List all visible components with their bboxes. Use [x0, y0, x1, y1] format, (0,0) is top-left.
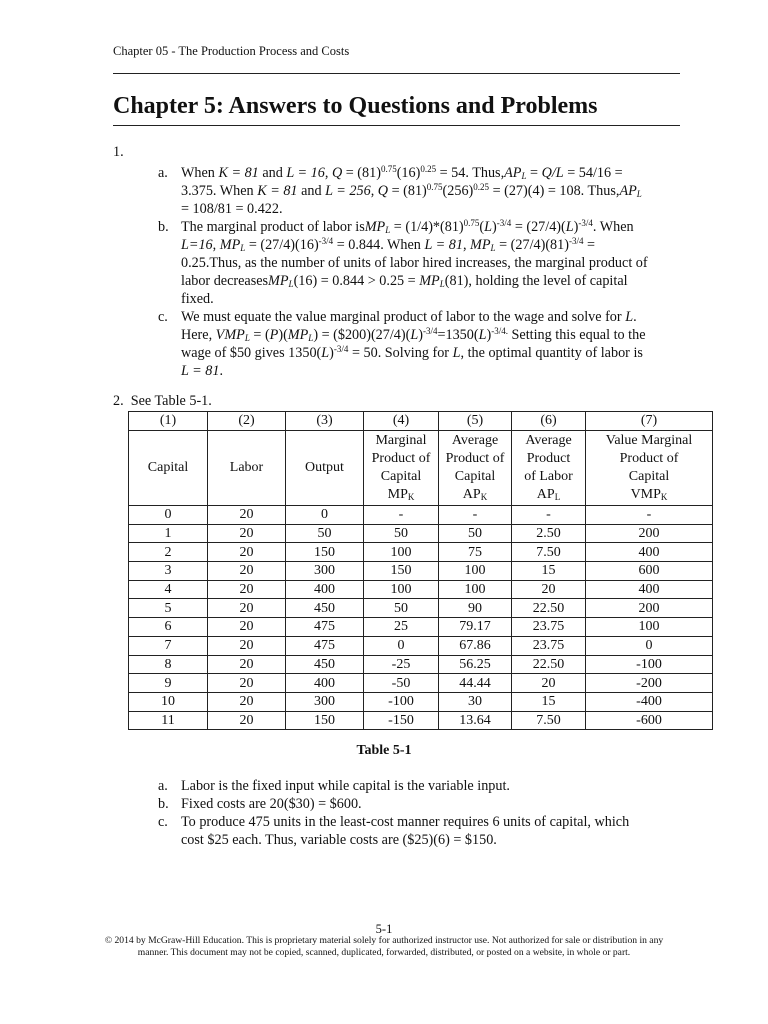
table-cell: 20 — [208, 506, 286, 525]
text-line: = 108/81 = 0.422. — [181, 201, 283, 217]
table-cell: 7.50 — [512, 543, 586, 562]
table-cell: -100 — [586, 655, 713, 674]
running-header: Chapter 05 - The Production Process and Costs — [113, 44, 350, 58]
table-cell: 1 — [129, 524, 208, 543]
table-cell: 100 — [586, 618, 713, 637]
column-header: Average Product of Labor $AP_L$ — [512, 431, 586, 506]
table-cell: 2 — [129, 543, 208, 562]
table-row — [129, 692, 713, 711]
table-cell: 9 — [129, 674, 208, 693]
table-cell: -600 — [586, 711, 713, 730]
table-cell: 7 — [129, 636, 208, 655]
table-cell: -400 — [586, 692, 713, 711]
column-header: Value Marginal Product of Capital $VMP_K$ — [586, 431, 713, 506]
table-cell: 100 — [439, 562, 512, 581]
table-cell: 56.25 — [439, 655, 512, 674]
table-caption: Table 5-1 — [356, 743, 412, 758]
table-cell: 400 — [586, 580, 713, 599]
table-5-1 — [128, 411, 713, 730]
table-cell: 15 — [512, 562, 586, 581]
question-1-item-c — [113, 308, 683, 380]
table-cell: 200 — [586, 524, 713, 543]
table-cell: - — [364, 506, 439, 525]
text-line: 0.25.Thus, as the number of units of labor hired increases, the marginal product of — [181, 255, 648, 271]
text-line: labor decreasesMP$_L$(16) = $0.844 > 0.25 = MP_L(81)$, holding the level of capital — [181, 273, 628, 289]
table-cell: 20 — [208, 599, 286, 618]
question-1 — [113, 143, 683, 380]
table-cell: 15 — [512, 692, 586, 711]
table-row — [129, 655, 713, 674]
column-number: (5) — [439, 412, 512, 431]
table-cell: 44.44 — [439, 674, 512, 693]
text-line: 3.375. When K = 81 and L = 256, $Q = (81)^{0.75}(256)^{0.25} = (27)(4) = 108$. $Thus,AP_L$ — [181, 182, 642, 199]
table-cell: - — [439, 506, 512, 525]
table-cell: 20 — [208, 618, 286, 637]
column-label-row — [129, 431, 713, 506]
question-2-item-b — [113, 795, 683, 813]
table-cell: 20 — [512, 580, 586, 599]
table-cell: 50 — [364, 599, 439, 618]
table-cell: 20 — [512, 674, 586, 693]
table-row — [129, 711, 713, 730]
question-1-item-b — [113, 218, 683, 308]
table-cell: 450 — [286, 599, 364, 618]
table-cell: 150 — [286, 543, 364, 562]
question-2-heading: 2. See Table 5-1. — [113, 393, 212, 409]
text-line: The marginal product of labor isMP$_L$ = $(1/4)*(81)^{0.75}(L)^{-3/4} = (27/4)(L)^{-3/4}$. When — [181, 218, 634, 235]
table-cell: 10 — [129, 692, 208, 711]
table-cell: 20 — [208, 580, 286, 599]
table-cell: 75 — [439, 543, 512, 562]
item-letter: c. — [158, 814, 168, 830]
table-cell: 150 — [364, 562, 439, 581]
table-cell: 90 — [439, 599, 512, 618]
text-line: To produce 475 units in the least-cost manner requires 6 units of capital, which — [181, 814, 630, 830]
table-cell: 7.50 — [512, 711, 586, 730]
column-number: (4) — [364, 412, 439, 431]
chapter-title: Chapter 5: Answers to Questions and Problems — [113, 93, 598, 119]
table-cell: 67.86 — [439, 636, 512, 655]
item-letter: a. — [158, 165, 168, 181]
column-header: Capital — [129, 431, 208, 506]
table-cell: -25 — [364, 655, 439, 674]
question-1-item-a — [113, 164, 683, 218]
table-cell: 600 — [586, 562, 713, 581]
table-row — [129, 562, 713, 581]
page-number: 5-1 — [375, 922, 393, 936]
table-row — [129, 599, 713, 618]
table-cell: - — [586, 506, 713, 525]
column-header: Labor — [208, 431, 286, 506]
text-line: wage of $50 gives $1350(L)^{-3/4} = 50$. Solving for L, the optimal quantity of labor is — [181, 344, 643, 361]
table-cell: 11 — [129, 711, 208, 730]
column-header: Marginal Product of Capital $MP_K$ — [364, 431, 439, 506]
table-cell: 20 — [208, 543, 286, 562]
table-cell: 0 — [586, 636, 713, 655]
column-number: (6) — [512, 412, 586, 431]
table-cell: 20 — [208, 636, 286, 655]
copyright-notice: © 2014 by McGraw-Hill Education. This is proprietary material solely for authorized instructor use. Not authorized for sale or distribution in any manner. This document may not be copied, scanned, duplicated, forwarded, distributed, or posted on a website, in whole or part. — [104, 935, 664, 958]
table-cell: 0 — [364, 636, 439, 655]
table-cell: 20 — [208, 711, 286, 730]
table-cell: 23.75 — [512, 618, 586, 637]
text-line: L=16, $MP_L = (27/4)(16)^{-3/4} = 0.844$. When L = 81, $MP_L = (27/4)(81)^{-3/4}$ = — [181, 236, 596, 253]
column-number-row — [129, 412, 713, 431]
table-cell: 100 — [439, 580, 512, 599]
table-cell: 22.50 — [512, 599, 586, 618]
table-cell: 5 — [129, 599, 208, 618]
question-2-item-c — [113, 813, 683, 849]
table-cell: 2.50 — [512, 524, 586, 543]
table-cell: 400 — [586, 543, 713, 562]
table-cell: 20 — [208, 655, 286, 674]
item-letter: b. — [158, 219, 169, 235]
table-row — [129, 524, 713, 543]
column-number: (2) — [208, 412, 286, 431]
text-line: Labor is the fixed input while capital is the variable input. — [181, 778, 510, 794]
item-letter: b. — [158, 796, 169, 812]
text-line: We must equate the value marginal product of labor to the wage and solve for L. — [181, 309, 637, 325]
table-cell: 20 — [208, 524, 286, 543]
table-cell: -50 — [364, 674, 439, 693]
table-cell: 30 — [439, 692, 512, 711]
column-number: (7) — [586, 412, 713, 431]
table-row — [129, 674, 713, 693]
table-cell: 475 — [286, 636, 364, 655]
table-cell: 3 — [129, 562, 208, 581]
table-cell: 200 — [586, 599, 713, 618]
column-header: Output — [286, 431, 364, 506]
table-cell: 79.17 — [439, 618, 512, 637]
table-row — [129, 580, 713, 599]
table-cell: 450 — [286, 655, 364, 674]
table-cell: 13.64 — [439, 711, 512, 730]
table-cell: - — [512, 506, 586, 525]
table-cell: 300 — [286, 692, 364, 711]
table-cell: 400 — [286, 674, 364, 693]
table-cell: 23.75 — [512, 636, 586, 655]
item-letter: a. — [158, 778, 168, 794]
table-cell: 25 — [364, 618, 439, 637]
table-cell: -200 — [586, 674, 713, 693]
table-body — [129, 506, 713, 730]
item-letter: c. — [158, 309, 168, 325]
table-cell: -100 — [364, 692, 439, 711]
table-cell: 100 — [364, 580, 439, 599]
table-cell: 150 — [286, 711, 364, 730]
table-cell: 400 — [286, 580, 364, 599]
table-row — [129, 636, 713, 655]
table-cell: 50 — [364, 524, 439, 543]
table-cell: 20 — [208, 562, 286, 581]
table-cell: 475 — [286, 618, 364, 637]
table-cell: 6 — [129, 618, 208, 637]
table-cell: 300 — [286, 562, 364, 581]
table-cell: 100 — [364, 543, 439, 562]
header-rule — [113, 73, 680, 74]
table-cell: 0 — [286, 506, 364, 525]
text-line: When K = 81 and L = 16, $Q = (81)^{0.75}(16)^{0.25} = 54$. $Thus,AP_L = Q/L = 54/16$ = — [181, 164, 623, 181]
table-row — [129, 543, 713, 562]
question-2-item-a — [113, 777, 683, 795]
text-line: Here, $VMP_L = (P)(MP_L)$ = $(\$200)(27/4)(L)^{-3/4}=1350(L)^{-3/4.}$ Setting this equal to the — [181, 326, 646, 343]
table-cell: 20 — [208, 674, 286, 693]
table-row — [129, 618, 713, 637]
table-cell: 50 — [286, 524, 364, 543]
table-cell: 50 — [439, 524, 512, 543]
column-header: Average Product of Capital $AP_K$ — [439, 431, 512, 506]
table-cell: 4 — [129, 580, 208, 599]
question-2-items — [113, 777, 683, 849]
table-cell: 8 — [129, 655, 208, 674]
text-line: Fixed costs are 20($30) = $600. — [181, 796, 362, 812]
table-row — [129, 506, 713, 525]
column-number: (3) — [286, 412, 364, 431]
table-cell: -150 — [364, 711, 439, 730]
question-1-number: 1. — [113, 144, 124, 160]
text-line: fixed. — [181, 291, 214, 307]
text-line: L = 81. — [181, 363, 224, 379]
table-cell: 22.50 — [512, 655, 586, 674]
title-rule — [113, 125, 680, 126]
table-cell: 20 — [208, 692, 286, 711]
text-line: cost $25 each. Thus, variable costs are ($25)(6) = $150. — [181, 832, 497, 848]
question-1-items — [113, 164, 683, 380]
table-cell: 0 — [129, 506, 208, 525]
column-number: (1) — [129, 412, 208, 431]
